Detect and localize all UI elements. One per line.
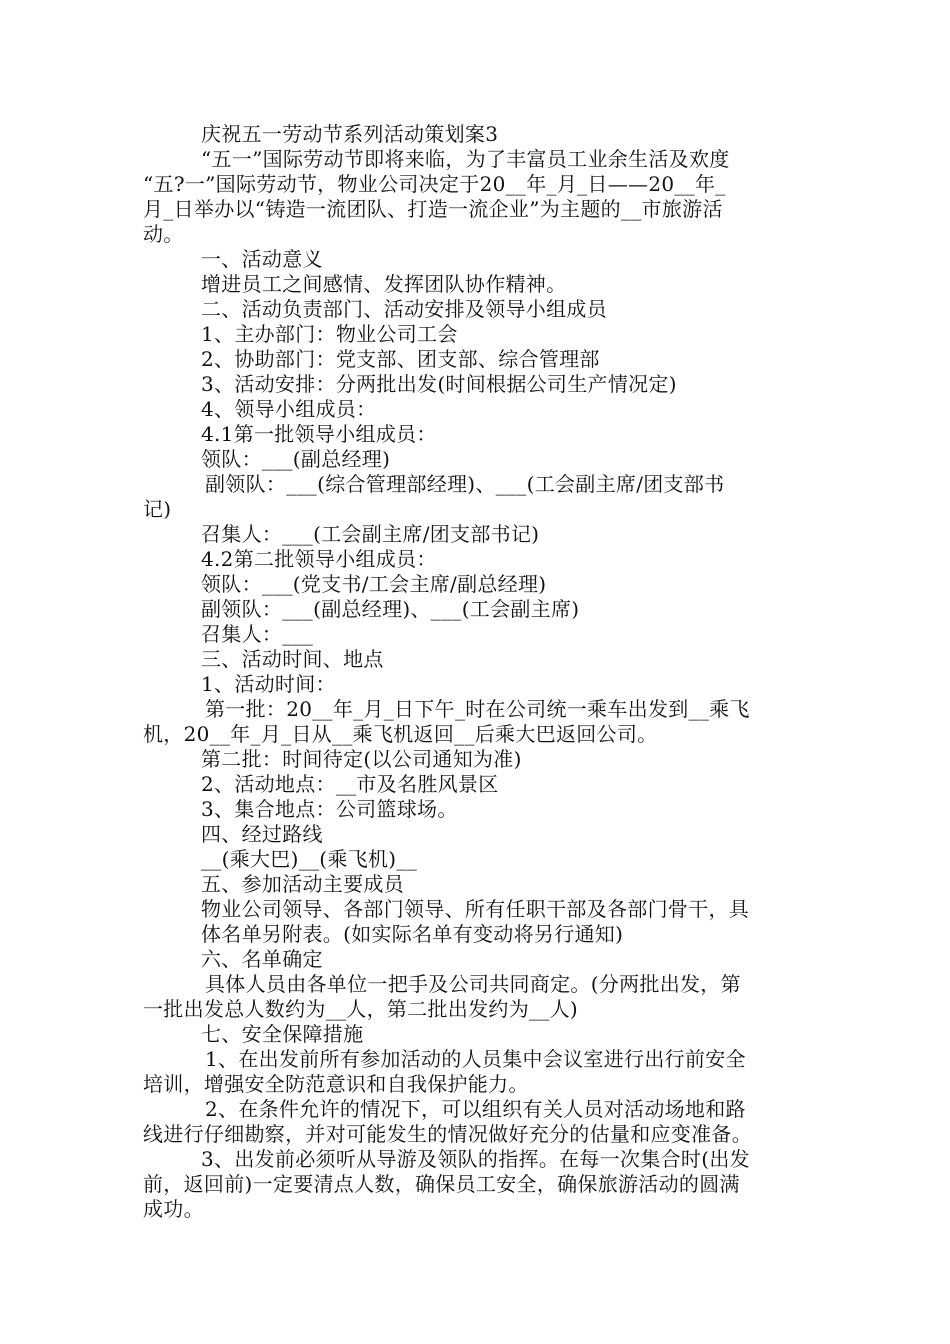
text-line: 4.2第二批领导小组成员： <box>201 547 437 571</box>
text-line: 增进员工之间感情、发挥团队协作精神。 <box>201 272 567 296</box>
text-line: 副领队：___(副总经理)、___(工会副主席) <box>201 597 580 621</box>
text-line: 3、活动安排：分两批出发(时间根据公司生产情况定) <box>201 372 677 396</box>
text-line: 记) <box>143 497 172 521</box>
text-line: 物业公司领导、各部门领导、所有任职干部及各部门骨干，具 <box>201 897 750 921</box>
text-line: 一批出发总人数约为__人，第二批出发约为__人) <box>143 997 579 1021</box>
text-line: 4、领导小组成员： <box>201 397 377 421</box>
text-line: 机，20__年_月_日从__乘飞机返回__后乘大巴返回公司。 <box>143 722 658 746</box>
text-line: 召集人：___ <box>201 622 314 646</box>
text-line: 1、在出发前所有参加活动的人员集中会议室进行出行前安全 <box>205 1047 746 1071</box>
text-line: 2、协助部门：党支部、团支部、综合管理部 <box>201 347 600 371</box>
text-line: 3、集合地点：公司篮球场。 <box>201 797 458 821</box>
text-line: 1、活动时间： <box>201 672 336 696</box>
text-line: 五、参加活动主要成员 <box>201 872 404 896</box>
text-line: 培训，增强安全防范意识和自我保护能力。 <box>143 1072 529 1096</box>
text-line: __(乘大巴)__(乘飞机)__ <box>201 847 418 871</box>
text-line: 4.1第一批领导小组成员： <box>201 422 437 446</box>
text-line: 二、活动负责部门、活动安排及领导小组成员 <box>201 297 607 321</box>
text-line: 副领队：___(综合管理部经理)、___(工会副主席/团支部书 <box>205 472 725 496</box>
text-line: 具体人员由各单位一把手及公司共同商定。(分两批出发，第 <box>205 972 741 996</box>
document-body <box>143 122 808 1222</box>
text-line: 1、主办部门：物业公司工会 <box>201 322 458 346</box>
text-line: 一、活动意义 <box>201 247 323 271</box>
text-line: 体名单另附表。(如实际名单有变动将另行通知) <box>201 922 624 946</box>
text-line: 召集人：___(工会副主席/团支部书记) <box>201 522 540 546</box>
text-line: 四、经过路线 <box>201 822 323 846</box>
text-line: 线进行仔细勘察，并对可能发生的情况做好充分的估量和应变准备。 <box>143 1122 752 1146</box>
text-line: 六、名单确定 <box>201 947 323 971</box>
text-line: 第一批：20__年_月_日下午_时在公司统一乘车出发到__乘飞 <box>205 697 750 721</box>
text-line: 3、出发前必须听从导游及领队的指挥。在每一次集合时(出发 <box>201 1147 750 1171</box>
text-line: 领队：___(党支书/工会主席/副总经理) <box>201 572 547 596</box>
text-line: 三、活动时间、地点 <box>201 647 384 671</box>
text-line: 2、活动地点：__市及名胜风景区 <box>201 772 499 796</box>
text-line: 月_日举办以“铸造一流团队、打造一流企业”为主题的__市旅游活 <box>143 197 723 221</box>
text-line: 2、在条件允许的情况下，可以组织有关人员对活动场地和路 <box>205 1097 746 1121</box>
text-line: 第二批：时间待定(以公司通知为准) <box>201 747 522 771</box>
text-line: “五?一”国际劳动节，物业公司决定于20__年_月_日——20__年_ <box>143 172 726 196</box>
document-title: 庆祝五一劳动节系列活动策划案3 <box>201 122 499 146</box>
text-line: 前，返回前)一定要清点人数，确保员工安全，确保旅游活动的圆满 <box>143 1172 740 1196</box>
text-line: “五一”国际劳动节即将来临，为了丰富员工业余生活及欢度 <box>201 147 730 171</box>
text-line: 动。 <box>143 222 184 246</box>
text-line: 七、安全保障措施 <box>201 1022 364 1046</box>
text-line: 成功。 <box>143 1197 204 1221</box>
text-line: 领队：___(副总经理) <box>201 447 391 471</box>
